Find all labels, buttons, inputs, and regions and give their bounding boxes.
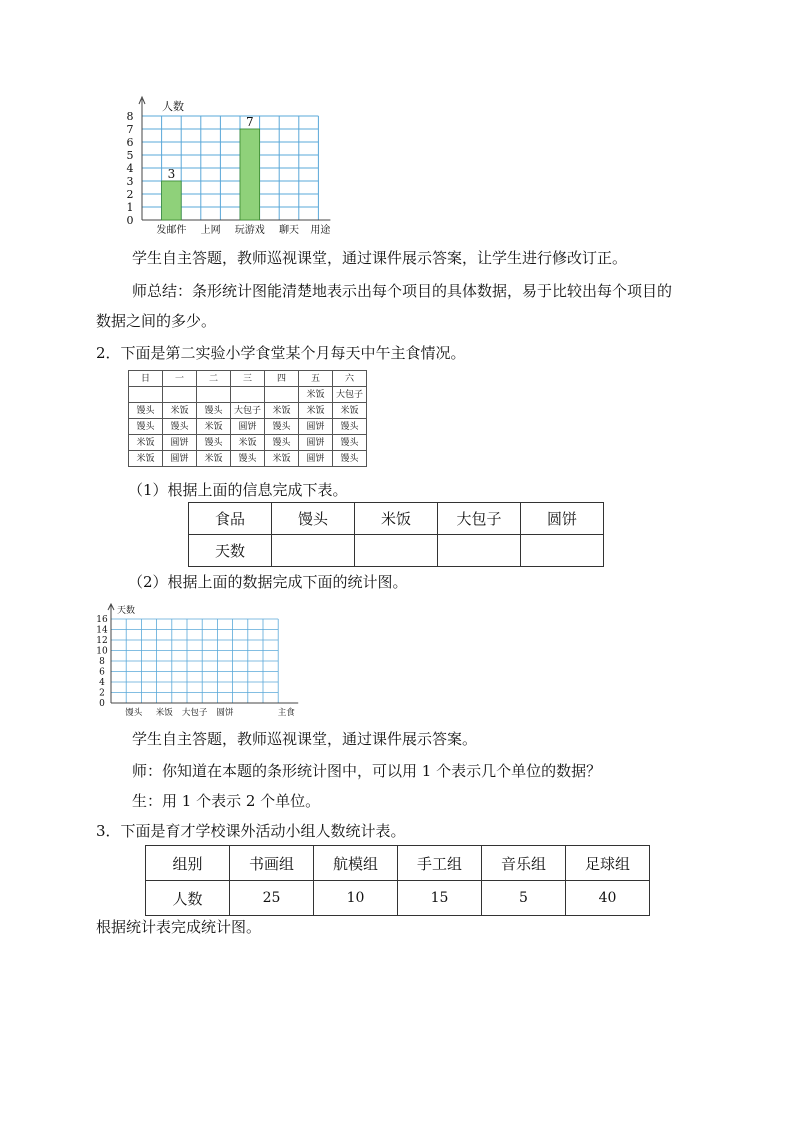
paragraph-teacher-question: 师：你知道在本题的条形统计图中，可以用 1 个表示几个单位的数据？ bbox=[132, 762, 602, 780]
group-header-cell: 足球组 bbox=[566, 846, 650, 881]
question-3-title: 3．下面是育才学校课外活动小组人数统计表。 bbox=[96, 822, 406, 840]
bar-value-label: 7 bbox=[245, 115, 254, 129]
menu-cell: 圆饼 bbox=[163, 451, 197, 467]
food-header-cell: 圆饼 bbox=[521, 503, 604, 535]
question-2-part-1: （1）根据上面的信息完成下表。 bbox=[128, 481, 348, 499]
group-count-cell: 10 bbox=[314, 881, 398, 916]
group-count-row bbox=[146, 881, 650, 916]
food-days-table bbox=[188, 502, 604, 567]
menu-cell: 大包子 bbox=[333, 387, 367, 403]
y-tick-label: 14 bbox=[96, 625, 108, 636]
menu-header-cell: 二 bbox=[197, 371, 231, 387]
paragraph-student-reply: 生：用 1 个表示 2 个单位。 bbox=[132, 792, 321, 810]
menu-cell: 馒头 bbox=[197, 435, 231, 451]
group-header-cell: 航模组 bbox=[314, 846, 398, 881]
x-category-label: 馒头 bbox=[125, 708, 143, 718]
bar-2 bbox=[240, 129, 260, 220]
food-days-row bbox=[189, 535, 604, 567]
menu-cell bbox=[163, 387, 197, 403]
staple-food-chart bbox=[90, 603, 300, 723]
usage-bar-chart bbox=[110, 95, 350, 240]
menu-cell: 米饭 bbox=[129, 435, 163, 451]
menu-cell bbox=[231, 387, 265, 403]
y-tick-label: 5 bbox=[126, 149, 134, 162]
paragraph-teacher-summary-1: 师总结：条形统计图能清楚地表示出每个项目的具体数据，易于比较出每个项目的 bbox=[132, 282, 673, 300]
menu-cell: 米饭 bbox=[197, 419, 231, 435]
y-tick-label: 2 bbox=[126, 188, 134, 201]
activity-group-table bbox=[145, 845, 650, 916]
menu-cell: 米饭 bbox=[299, 403, 333, 419]
menu-cell: 米饭 bbox=[333, 403, 367, 419]
menu-cell: 大包子 bbox=[231, 403, 265, 419]
food-header-cell: 食品 bbox=[189, 503, 272, 535]
x-category-label: 发邮件 bbox=[156, 225, 187, 236]
y-axis-title: 人数 bbox=[162, 100, 184, 113]
paragraph-students-answer: 学生自主答题，教师巡视课堂，通过课件展示答案，让学生进行修改订正。 bbox=[132, 249, 628, 267]
food-days-blank[interactable] bbox=[272, 535, 355, 567]
food-header-cell: 馒头 bbox=[272, 503, 355, 535]
group-count-cell: 40 bbox=[566, 881, 650, 916]
menu-cell: 圆饼 bbox=[163, 435, 197, 451]
menu-cell: 馒头 bbox=[129, 419, 163, 435]
y-tick-label: 1 bbox=[126, 201, 134, 214]
menu-row bbox=[129, 435, 367, 451]
menu-cell bbox=[197, 387, 231, 403]
food-header-cell: 大包子 bbox=[438, 503, 521, 535]
group-header-cell: 组别 bbox=[146, 846, 230, 881]
menu-cell: 馒头 bbox=[265, 419, 299, 435]
menu-cell: 米饭 bbox=[265, 403, 299, 419]
menu-header-cell: 日 bbox=[129, 371, 163, 387]
bar-value-label: 3 bbox=[167, 167, 176, 181]
y-tick-label: 3 bbox=[126, 175, 134, 188]
question-2-title: 2．下面是第二实验小学食堂某个月每天中午主食情况。 bbox=[96, 344, 466, 362]
menu-cell: 圆饼 bbox=[299, 419, 333, 435]
menu-cell: 馒头 bbox=[333, 435, 367, 451]
y-tick-label: 8 bbox=[126, 110, 134, 123]
y-tick-label: 7 bbox=[126, 123, 134, 136]
food-days-blank[interactable] bbox=[355, 535, 438, 567]
menu-cell: 米饭 bbox=[197, 451, 231, 467]
paragraph-teacher-summary-2: 数据之间的多少。 bbox=[96, 312, 217, 330]
menu-row bbox=[129, 419, 367, 435]
menu-cell: 圆饼 bbox=[299, 451, 333, 467]
menu-cell: 馒头 bbox=[265, 435, 299, 451]
y-tick-label: 4 bbox=[99, 678, 105, 688]
y-tick-label: 10 bbox=[96, 646, 108, 657]
group-count-cell: 5 bbox=[482, 881, 566, 916]
group-header-row bbox=[146, 846, 650, 881]
food-header-row bbox=[189, 503, 604, 535]
y-tick-label: 6 bbox=[126, 136, 134, 149]
y-tick-label: 8 bbox=[99, 657, 105, 667]
menu-header-cell: 六 bbox=[333, 371, 367, 387]
group-count-label: 人数 bbox=[146, 881, 230, 916]
y-axis-title: 天数 bbox=[117, 606, 136, 616]
menu-cell: 圆饼 bbox=[231, 419, 265, 435]
menu-cell: 米饭 bbox=[265, 451, 299, 467]
menu-cell: 米饭 bbox=[129, 451, 163, 467]
menu-cell: 馒头 bbox=[333, 451, 367, 467]
menu-row bbox=[129, 451, 367, 467]
food-days-blank[interactable] bbox=[438, 535, 521, 567]
menu-cell: 米饭 bbox=[299, 387, 333, 403]
menu-header-cell: 四 bbox=[265, 371, 299, 387]
menu-header-cell: 三 bbox=[231, 371, 265, 387]
menu-cell: 馒头 bbox=[163, 419, 197, 435]
question-2-part-2: （2）根据上面的数据完成下面的统计图。 bbox=[128, 573, 408, 591]
y-tick-label: 0 bbox=[99, 699, 105, 709]
food-days-label: 天数 bbox=[189, 535, 272, 567]
menu-cell: 米饭 bbox=[163, 403, 197, 419]
y-tick-label: 12 bbox=[96, 636, 108, 646]
menu-header-cell: 一 bbox=[163, 371, 197, 387]
x-axis-title: 用途 bbox=[310, 225, 331, 236]
x-category-label: 上网 bbox=[200, 225, 221, 236]
group-count-cell: 25 bbox=[230, 881, 314, 916]
group-header-cell: 音乐组 bbox=[482, 846, 566, 881]
menu-row bbox=[129, 387, 367, 403]
paragraph-students-answer-2: 学生自主答题，教师巡视课堂，通过课件展示答案。 bbox=[132, 730, 478, 748]
x-category-label: 大包子 bbox=[181, 708, 208, 718]
menu-cell bbox=[265, 387, 299, 403]
x-axis-title: 主食 bbox=[277, 708, 295, 718]
menu-cell: 馒头 bbox=[231, 451, 265, 467]
menu-row bbox=[129, 403, 367, 419]
x-category-label: 聊天 bbox=[279, 225, 299, 236]
x-category-label: 圆饼 bbox=[216, 708, 234, 718]
menu-header-row bbox=[129, 371, 367, 387]
group-count-cell: 15 bbox=[398, 881, 482, 916]
y-tick-label: 6 bbox=[99, 667, 105, 678]
y-tick-label: 0 bbox=[126, 214, 134, 227]
food-days-blank[interactable] bbox=[521, 535, 604, 567]
menu-cell: 馒头 bbox=[333, 419, 367, 435]
group-header-cell: 手工组 bbox=[398, 846, 482, 881]
food-header-cell: 米饭 bbox=[355, 503, 438, 535]
menu-cell: 馒头 bbox=[197, 403, 231, 419]
bar-0 bbox=[162, 181, 182, 220]
menu-header-cell: 五 bbox=[299, 371, 333, 387]
menu-cell: 米饭 bbox=[231, 435, 265, 451]
x-category-label: 米饭 bbox=[155, 708, 173, 718]
y-tick-label: 16 bbox=[96, 615, 108, 625]
group-header-cell: 书画组 bbox=[230, 846, 314, 881]
y-tick-label: 4 bbox=[126, 162, 134, 175]
y-tick-label: 2 bbox=[99, 688, 105, 699]
menu-cell: 圆饼 bbox=[299, 435, 333, 451]
menu-cell bbox=[129, 387, 163, 403]
menu-cell: 馒头 bbox=[129, 403, 163, 419]
question-3-instruction: 根据统计表完成统计图。 bbox=[96, 918, 262, 936]
weekly-menu-table bbox=[128, 370, 367, 467]
x-category-label: 玩游戏 bbox=[234, 225, 265, 236]
